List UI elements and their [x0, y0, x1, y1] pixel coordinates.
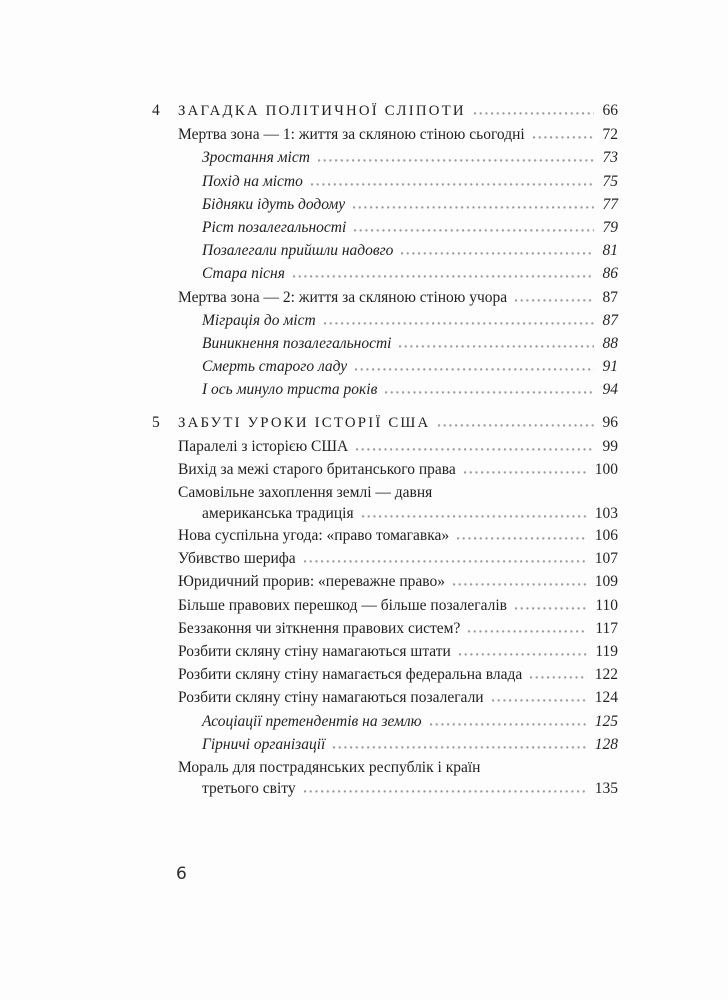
- dot-leader-icon: [438, 423, 594, 427]
- toc-entry-page: 87: [602, 311, 618, 329]
- dot-leader-icon: [293, 274, 594, 278]
- toc-entry-page: 106: [594, 526, 618, 544]
- toc-entry[interactable]: [152, 710, 618, 733]
- toc-entry-page: 72: [602, 126, 618, 144]
- toc-entry-label-continuation: третього світу: [202, 780, 296, 798]
- toc-entry-label: Смерть старого ладу: [202, 358, 348, 376]
- dot-leader-icon: [324, 321, 594, 325]
- toc-entry[interactable]: [152, 355, 618, 378]
- toc-entry-label: Гірничі організації: [202, 735, 326, 753]
- toc-entry[interactable]: [152, 686, 618, 709]
- toc-entry-page: 75: [602, 172, 618, 190]
- toc-entry[interactable]: [152, 378, 618, 401]
- toc-entry-label: Мораль для пострадянських республік і країн: [178, 758, 481, 776]
- toc-entry-page: 103: [594, 505, 618, 523]
- dot-leader-icon: [453, 582, 587, 586]
- toc-entry-label: Міграція до міст: [202, 311, 316, 329]
- toc-entry-label: Похід на місто: [202, 172, 303, 190]
- dot-leader-icon: [430, 722, 587, 726]
- toc-entry-page: 124: [594, 689, 618, 707]
- toc-entry-label: Зростання міст: [202, 149, 310, 167]
- toc-entry-page: 94: [602, 381, 618, 399]
- dot-leader-icon: [457, 536, 587, 540]
- toc-entry[interactable]: [152, 262, 618, 285]
- toc-entry[interactable]: [152, 594, 618, 617]
- toc-chapter-block: [152, 99, 618, 402]
- toc-chapter-heading[interactable]: [152, 99, 618, 123]
- toc-entry-page: 88: [602, 335, 618, 353]
- toc-entry-page: 77: [602, 195, 618, 213]
- dot-leader-icon: [515, 298, 594, 302]
- toc-entry-label: Мертва зона — 2: життя за скляною стіною учора: [178, 288, 508, 306]
- toc-entry-label: Розбити скляну стіну намагається федеральна влада: [178, 666, 523, 684]
- dot-leader-icon: [353, 205, 594, 209]
- toc-entry-label: Бідняки ідуть додому: [202, 195, 346, 213]
- toc-entry-label-continuation: американська традиція: [202, 505, 354, 523]
- toc-entry-label: Самовільне захоплення землі — давня: [178, 484, 433, 502]
- dot-leader-icon: [318, 158, 594, 162]
- toc-entry-label: Виникнення позалегальності: [202, 335, 392, 353]
- toc-entry-label: Беззаконня чи зіткнення правових систем?: [178, 619, 461, 637]
- toc-entry-page: 109: [594, 573, 618, 591]
- toc-entry[interactable]: [152, 570, 618, 593]
- toc-entry-page: 128: [594, 735, 618, 753]
- dot-leader-icon: [354, 228, 594, 232]
- toc-entry-page: 110: [595, 596, 618, 614]
- toc-entry-label: Розбити скляну стіну намагаються позалегали: [178, 689, 484, 707]
- toc-entry-label: І ось минуло триста років: [202, 381, 378, 399]
- folio-page-number: 6: [176, 864, 187, 884]
- dot-leader-icon: [311, 182, 594, 186]
- dot-leader-icon: [530, 675, 586, 679]
- toc-chapter-number: 5: [152, 413, 160, 431]
- toc-entry[interactable]: [152, 239, 618, 262]
- dot-leader-icon: [356, 447, 594, 451]
- dot-leader-icon: [333, 745, 586, 749]
- dot-leader-icon: [515, 606, 587, 610]
- toc-entry[interactable]: [152, 193, 618, 216]
- toc-entry-page: 117: [595, 619, 618, 637]
- toc-entry-label: Вихід за межі старого британського права: [178, 461, 456, 479]
- toc-entry-page: 119: [595, 642, 618, 660]
- toc: [152, 99, 618, 799]
- toc-entry-label: Паралелі з історією США: [178, 437, 349, 455]
- toc-entry[interactable]: [152, 481, 618, 524]
- toc-chapter-number: 4: [152, 102, 160, 119]
- toc-entry-page: 73: [602, 149, 618, 167]
- toc-entry[interactable]: [152, 640, 618, 663]
- toc-entry[interactable]: [152, 617, 618, 640]
- toc-entry-label: Асоціації претендентів на землю: [202, 712, 422, 730]
- dot-leader-icon: [464, 470, 587, 474]
- dot-leader-icon: [304, 559, 587, 563]
- toc-entry[interactable]: [152, 123, 618, 146]
- dot-leader-icon: [459, 652, 587, 656]
- toc-entry-label: Розбити скляну стіну намагаються штати: [178, 642, 451, 660]
- toc-entry-page: 107: [594, 550, 618, 568]
- dot-leader-icon: [474, 111, 594, 115]
- dot-leader-icon: [401, 251, 594, 255]
- toc-entry-page: 99: [602, 437, 618, 455]
- dot-leader-icon: [533, 135, 594, 139]
- toc-chapter-heading[interactable]: [152, 411, 618, 435]
- toc-entry[interactable]: [152, 216, 618, 239]
- dot-leader-icon: [362, 514, 587, 518]
- toc-entry[interactable]: [152, 458, 618, 481]
- toc-entry-page: 135: [594, 780, 618, 798]
- toc-chapter-title: ЗАБУТІ УРОКИ ІСТОРІЇ США: [178, 414, 431, 431]
- toc-entry-page: 86: [602, 265, 618, 283]
- toc-chapter-title: ЗАГАДКА ПОЛІТИЧНОЇ СЛІПОТИ: [178, 103, 466, 119]
- dot-leader-icon: [355, 367, 594, 371]
- toc-entry[interactable]: [152, 663, 618, 686]
- toc-entry[interactable]: [152, 547, 618, 570]
- toc-entry-label: Убивство шерифа: [178, 550, 296, 568]
- toc-entry[interactable]: [152, 170, 618, 193]
- toc-entry-label: Юридичний прорив: «переважне право»: [178, 573, 445, 591]
- toc-entry-page: 79: [602, 219, 618, 237]
- toc-entry-label: Більше правових перешкод — більше позалегалів: [178, 596, 507, 614]
- toc-entry-page: 91: [602, 358, 618, 376]
- dot-leader-icon: [385, 390, 594, 394]
- toc-chapter-page: 66: [602, 102, 618, 119]
- toc-entry-label: Позалегали прийшли надовго: [202, 242, 394, 260]
- dot-leader-icon: [468, 629, 587, 633]
- toc-entry[interactable]: [152, 435, 618, 458]
- toc-entry[interactable]: [152, 146, 618, 169]
- toc-chapter-block: [152, 411, 618, 799]
- toc-entry[interactable]: [152, 286, 618, 309]
- toc-chapter-page: 96: [602, 413, 618, 431]
- dot-leader-icon: [304, 789, 587, 793]
- toc-entry[interactable]: [152, 309, 618, 332]
- toc-entry[interactable]: [152, 524, 618, 547]
- toc-entry-label: Мертва зона — 1: життя за скляною стіною сьогодні: [178, 126, 525, 144]
- dot-leader-icon: [492, 698, 587, 702]
- toc-entry-page: 81: [602, 242, 618, 260]
- toc-entry-label: Ріст позалегальності: [202, 219, 347, 237]
- toc-entry[interactable]: [152, 332, 618, 355]
- toc-entry-page: 100: [594, 461, 618, 479]
- toc-entry[interactable]: [152, 733, 618, 756]
- toc-entry-label: Стара пісня: [202, 265, 285, 283]
- dot-leader-icon: [399, 344, 594, 348]
- toc-entry[interactable]: [152, 756, 618, 799]
- toc-entry-page: 87: [602, 288, 618, 306]
- toc-entry-page: 125: [594, 712, 618, 730]
- toc-entry-page: 122: [594, 666, 618, 684]
- toc-entry-label: Нова суспільна угода: «право томагавка»: [178, 526, 450, 544]
